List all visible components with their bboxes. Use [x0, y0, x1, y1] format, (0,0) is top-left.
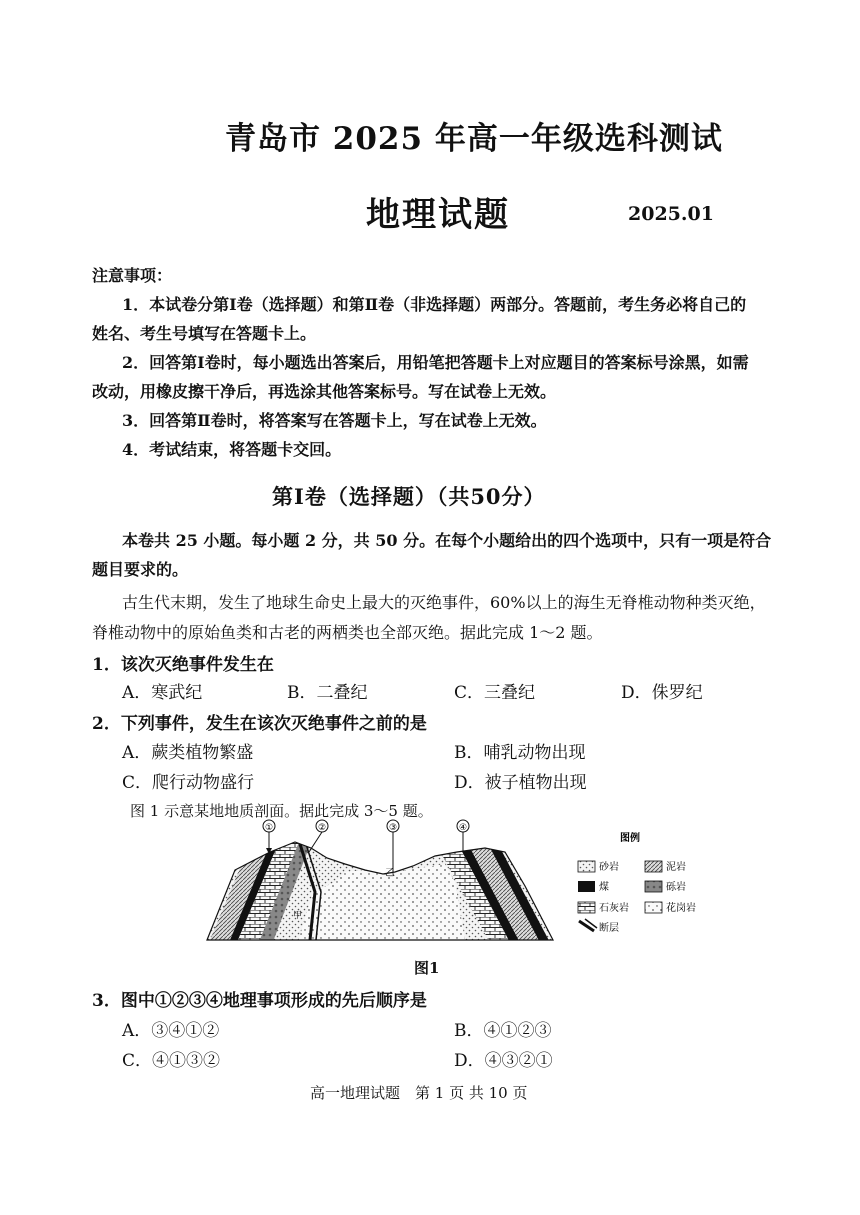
question-3-option-a[interactable]: A．③④①② — [122, 1021, 220, 1041]
svg-text:①: ① — [264, 823, 274, 833]
svg-text:砾岩: 砾岩 — [666, 882, 686, 893]
notice-item-2: 2．回答第Ⅰ卷时，每小题选出答案后，用铅笔把答题卡上对应题目的答案标号涂黑，如需 — [122, 353, 749, 372]
passage-line-1: 古生代末期，发生了地球生命史上最大的灭绝事件，60%以上的海生无脊椎动物种类灭绝， — [122, 593, 766, 612]
page-footer: 高一地理试题 第 1 页 共 10 页 — [310, 1084, 528, 1102]
subject-title: 地理试题 — [366, 195, 510, 235]
section-title: 第Ⅰ卷（选择题）（共50分） — [272, 484, 546, 509]
legend — [578, 831, 696, 934]
figure-caption: 图1 — [414, 959, 440, 977]
notice-item-2-cont: 改动，用橡皮擦干净后，再选涂其他答案标号。写在试卷上无效。 — [92, 382, 557, 401]
section-intro-line-1: 本卷共 25 小题。每小题 2 分，共 50 分。在每个小题给出的四个选项中，只有一项是符合 — [122, 531, 772, 550]
notice-item-3: 3．回答第Ⅱ卷时，将答案写在答题卡上，写在试卷上无效。 — [122, 411, 547, 430]
legend-conglomerate — [645, 880, 686, 893]
svg-text:煤: 煤 — [599, 882, 609, 893]
question-3-option-b[interactable]: B．④①②③ — [454, 1021, 552, 1041]
svg-text:花岗岩: 花岗岩 — [666, 903, 696, 914]
figure-intro: 图 1 示意某地地质剖面。据此完成 3～5 题。 — [130, 802, 433, 820]
legend-mudstone — [645, 860, 686, 873]
label-yi: 乙 — [385, 868, 395, 879]
question-1-stem: 1．该次灭绝事件发生在 — [92, 655, 274, 675]
question-3-option-c[interactable]: C．④①③② — [122, 1051, 221, 1071]
marker-4 — [457, 820, 469, 852]
question-1-option-c[interactable]: C．三叠纪 — [454, 683, 536, 703]
question-1-option-d[interactable]: D．侏罗纪 — [621, 683, 703, 703]
exam-date: 2025.01 — [628, 203, 714, 225]
svg-text:砂岩: 砂岩 — [599, 862, 619, 873]
question-2-option-d[interactable]: D．被子植物出现 — [454, 773, 587, 793]
marker-3 — [387, 820, 399, 872]
exam-title: 青岛市 2025 年高一年级选科测试 — [225, 121, 723, 157]
legend-sandstone — [578, 860, 619, 873]
question-2-stem: 2．下列事件，发生在该次灭绝事件之前的是 — [92, 714, 427, 734]
question-3-option-d[interactable]: D．④③②① — [454, 1051, 553, 1071]
question-2-option-a[interactable]: A．蕨类植物繁盛 — [122, 743, 254, 763]
notice-item-4: 4．考试结束，将答题卡交回。 — [122, 440, 342, 459]
svg-text:石灰岩: 石灰岩 — [599, 903, 629, 914]
legend-limestone — [578, 901, 629, 914]
legend-title: 图例 — [620, 833, 640, 844]
legend-granite — [645, 901, 696, 914]
question-1-option-a[interactable]: A．寒武纪 — [122, 683, 203, 703]
svg-text:泥岩: 泥岩 — [666, 862, 686, 873]
geologic-section-figure — [195, 812, 740, 952]
svg-text:②: ② — [317, 823, 327, 833]
label-jia: 甲 — [293, 911, 303, 921]
notice-item-1: 1．本试卷分第Ⅰ卷（选择题）和第Ⅱ卷（非选择题）两部分。答题前，考生务必将自己的 — [122, 295, 747, 314]
marker-2 — [309, 820, 328, 852]
notice-heading: 注意事项： — [92, 266, 173, 285]
legend-fault — [579, 919, 619, 934]
svg-text:断层: 断层 — [599, 923, 619, 934]
svg-text:③: ③ — [388, 823, 398, 833]
svg-text:④: ④ — [458, 823, 468, 833]
section-intro-line-2: 题目要求的。 — [92, 560, 189, 579]
marker-1 — [263, 820, 275, 854]
passage-line-2: 脊椎动物中的原始鱼类和古老的两栖类也全部灭绝。据此完成 1～2 题。 — [92, 623, 603, 642]
question-1-option-b[interactable]: B．二叠纪 — [287, 683, 368, 703]
question-2-option-c[interactable]: C．爬行动物盛行 — [122, 773, 255, 793]
legend-coal — [578, 880, 609, 893]
question-2-option-b[interactable]: B．哺乳动物出现 — [454, 743, 586, 763]
terrain-body — [195, 812, 565, 952]
notice-item-1-cont: 姓名、考生号填写在答题卡上。 — [92, 324, 317, 343]
question-3-stem: 3．图中①②③④地理事项形成的先后顺序是 — [92, 991, 427, 1011]
